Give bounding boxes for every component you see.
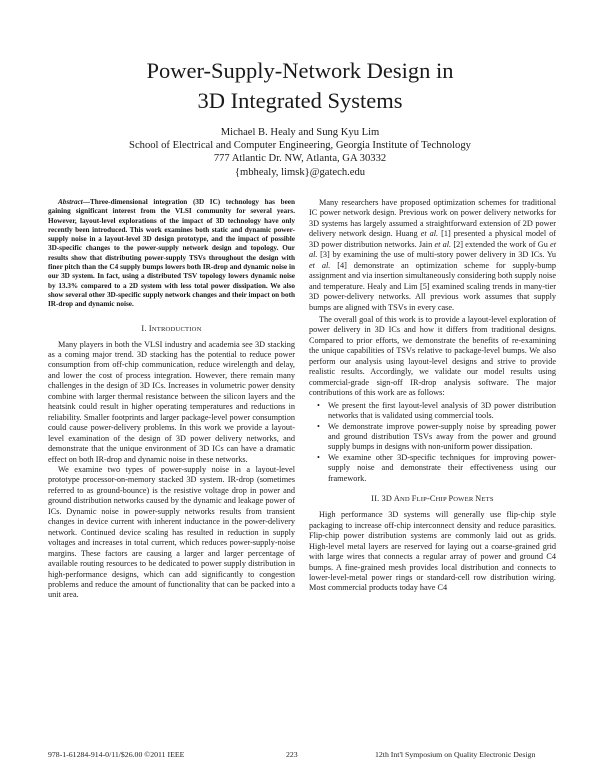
paper-title [0,56,600,116]
sc-cap: F [411,494,417,504]
section-number: II. 3D [371,494,394,504]
author-email: {mbhealy, limsk}@gatech.edu [234,166,366,178]
section-title-cap: I [148,323,152,333]
text-run: [2] extended the work of Gu [451,239,551,249]
footer-page-number: 223 [286,750,298,759]
sc-cap: A [393,494,400,504]
section-title-rest: NTRODUCTION [151,325,202,333]
intro-paragraph-1: Many players in both the VLSI industry and academia see 3D stacking as a coming major trend. 3D stacking has the potential to reduce power consumption from off-chip communication, reduce wirelength and delay, and lower the cost of process integration. However, there remain many challenges in the design of 3D ICs. Increases in volumetric power density combine with larger thermal resistance between the silicon layers and the heatsink could result in higher operating temperatures and reductions in reliability. Smaller footprints and larger package-level power consumption could cause power-delivery problems. In this work we provide a layout-level examination of the design of 3D power delivery networks, and demonstrate that the unique environment of 3D ICs can have a dramatic effect on both IR-drop and dynamic noise in these networks. [48,339,295,464]
sc-cap: N [475,494,482,504]
abstract-lead: Abstract [58,198,83,206]
sc-cap: -C [427,494,436,504]
abstract-body: —Three-dimensional integration (3D IC) technology has been gaining significant interest from the VLSI community for several years. However, layout-level explorations of the impact of 3D technology have only recently been introduced. This work examines both static and dynamic power-supply noise in a layout-level 3D design prototype, and the impact of possible 3D-specific changes to the power-supply network design and topology. Our results show that distributing power-supply TSVs throughout the design with finer pitch than the C4 supply bumps lowers both IR-drop and dynamic noise in our 3D system. In fact, using a distributed TSV topology lowers dynamic noise by 13.3% compared to a 2D system with less total power dissipation. We also show several other 3D-specific supply network changes and their impact on both IR-drop and dynamic noise. [48,198,295,309]
author-names: Michael B. Healy and Sung Kyu Lim [220,127,380,138]
sc-rest: LIP [416,496,427,504]
text-run: [3] by examining the use of multi-story power delivery in 3D ICs. Yu [317,250,556,260]
flip-chip-paragraph: High performance 3D systems will generally use flip-chip style packaging to increase off-chip interconnect density and reduce parasitics. Flip-chip power distribution systems are commonly laid out as grids. High-level metal layers are reserved for laying out a coarse-grained grid with large wires that connects a regular array of power and ground C4 bumps. A fine-grained mesh provides local distribution and connects to lower-level-metal power rings or standard-cell row distribution wiring. Most commercial products today have C4 [309,510,556,593]
sc-cap: P [448,494,454,504]
et-al: et al. [420,229,439,239]
et-al: et al. [309,260,331,270]
footer-conference: 12th Int'l Symposium on Quality Electronic Design [375,750,536,759]
sc-rest: ND [399,496,412,504]
title-line-1: Power-Supply-Network Design in [146,58,454,83]
sc-rest: HIP [435,496,449,504]
footer-isbn: 978-1-61284-914-0/11/$26.00 ©2011 IEEE [48,750,185,759]
section-heading-introduction [48,324,295,335]
author-block [0,126,600,179]
author-affiliation: School of Electrical and Computer Engineering, Georgia Institute of Technology [129,140,471,152]
list-item: • We demonstrate improve power-supply noise by spreading power and ground distribution TSVs away from the power and ground supply bumps in designs with non-uniform power dissipation. [328,422,556,453]
intro-paragraph-2: We examine two types of power-supply noise in a layout-level prototype processor-on-memory stacked 3D system. IR-drop (sometimes referred to as ground-bounce) is the resistive voltage drop in power and ground distribution networks caused by the dynamic and leakage power of ICs. Dynamic noise in power-supply networks results from transient changes in device current with inherent inductance in the power-delivery network. Continued device scaling has resulted in reduction in supply voltages and increases in total current, which reduces power-supply-noise margins. These factors are causing a larger and larger percentage of available routing resources to be dedicated to power supply distribution in high-performance designs, which can add significantly to congestion problems and reduce the amount of functionality that can be packed into a unit area. [48,465,295,600]
et-al: et al. [309,239,557,260]
left-column [48,198,295,601]
list-item: • We examine other 3D-specific techniques for improving power-supply noise and demonstrate their effectiveness using our framework. [328,453,556,484]
section-number: I. [141,323,149,333]
list-item: • We present the first layout-level analysis of 3D power distribution networks that is validated using commercial tools. [328,401,556,422]
sc-rest: OWER [453,496,476,504]
section-heading-3d-flip-chip [309,494,556,505]
text-run: Many researchers have proposed optimization schemes for traditional IC power network design. Previous work on power delivery networks for 3D systems has largely assumed a straightforward extension of 2D power delivery network design. Huang [309,198,556,239]
right-column [309,198,556,594]
title-line-2: 3D Integrated Systems [197,88,403,113]
author-address: 777 Atlantic Dr. NW, Atlanta, GA 30332 [213,153,387,165]
sc-rest: ETS [481,496,494,504]
text-run: [4] demonstrate an optimization scheme for supply-bump assignment and via insertion simultaneously considering both supply noise and temperature. Healy and Lim [5] examined scaling trends in many-tier 3D power-delivery networks. All previous work assumes that supply bumps are aligned with TSVs in every case. [309,260,557,312]
goals-paragraph: The overall goal of this work is to provide a layout-level exploration of power delivery in 3D ICs and how it differs from traditional designs. Compared to prior efforts, we demonstrate the benefits of re-examining the unique capabilities of TSVs relative to package-level bumps. We also perform our analysis using layout-level designs and strive to provide realistic results. Accordingly, we validate our model results using commercial-grade sign-off IR-drop analysis software. The major contributions of this work are as follows: [309,314,556,398]
related-work-paragraph [309,198,556,313]
abstract [48,198,295,310]
text-run: [1] presented a physical model of 3D power distribution networks. Jain [309,229,556,249]
et-al: et al. [434,239,452,249]
contributions-list [309,401,556,485]
